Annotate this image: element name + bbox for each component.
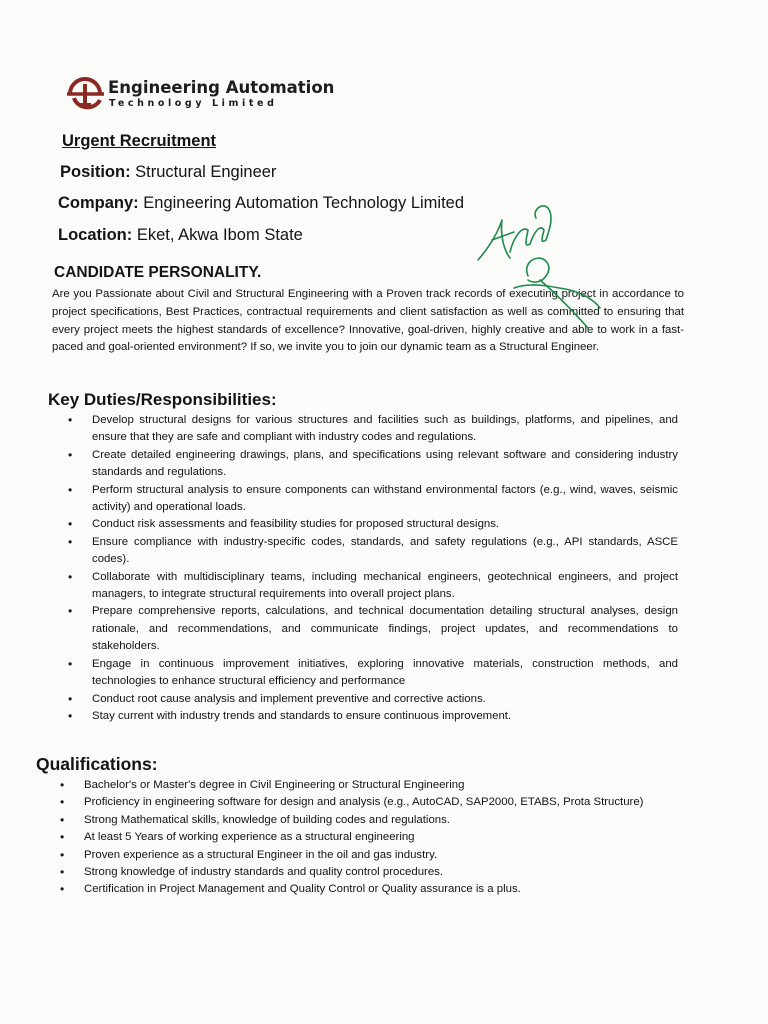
company-logo [64,72,364,116]
logo-name: Engineering Automation [108,78,335,97]
duties-list [92,412,678,725]
list-item: • Proven experience as a structural Engineer in the oil and gas industry. [84,847,680,864]
position-value: Structural Engineer [135,163,277,181]
duties-heading: Key Duties/Responsibilities: [48,390,277,409]
list-item: • Conduct root cause analysis and implement preventive and corrective actions. [92,691,678,708]
list-item: • Strong knowledge of industry standards and quality control procedures. [84,864,680,881]
list-item: • Develop structural designs for various structures and facilities such as buildings, platforms, and pipelines, and ensure that they are safe and compliant with industry codes and regulations. [92,412,678,447]
list-item: • Prepare comprehensive reports, calculations, and technical documentation detailing structural analyses, design rationale, and recommendations, and communicate findings, project updates, and recommendations to stakeholders. [92,603,678,655]
location-label: Location: [58,226,133,244]
company-logo-icon [64,74,108,114]
qualifications-list [84,777,680,899]
list-item: • Bachelor's or Master's degree in Civil Engineering or Structural Engineering [84,777,680,794]
company-label: Company: [58,194,139,212]
location-value: Eket, Akwa Ibom State [136,226,303,244]
position-label: Position: [60,163,131,181]
qualifications-heading: Qualifications: [36,754,158,774]
list-item: • Proficiency in engineering software for design and analysis (e.g., AutoCAD, SAP2000, ETABS, Prota Structure) [84,794,680,811]
list-item: • Stay current with industry trends and standards to ensure continuous improvement. [92,708,678,725]
logo-subtitle: Technology Limited [109,98,278,109]
list-item: • Create detailed engineering drawings, plans, and specifications using relevant software and considering industry standards and regulations. [92,447,678,482]
list-item: • Conduct risk assessments and feasibility studies for proposed structural designs. [92,516,678,533]
position-line [60,163,276,182]
list-item: • Certification in Project Management and Quality Control or Quality assurance is a plus. [84,881,680,898]
list-item: • At least 5 Years of working experience as a structural engineering [84,829,680,846]
candidate-personality-heading: CANDIDATE PERSONALITY. [54,264,262,281]
list-item: • Engage in continuous improvement initiatives, exploring innovative materials, construction methods, and technologies to enhance structural efficiency and performance [92,656,678,691]
list-item: • Perform structural analysis to ensure components can withstand environmental factors (e.g., wind, waves, seismic activity) and operational loads. [92,482,678,517]
candidate-personality-text: Are you Passionate about Civil and Structural Engineering with a Proven track records of executing project in accordance to project specifications, Best Practices, contractual requirements and client satisfaction as well as committed to ensuring that every project meets the highest standards of excellence? Innovative, goal-driven, highly creative and able to work in a fast-paced and goal-oriented environment? If so, we invite you to join our dynamic team as a Structural Engineer. [52,288,684,354]
list-item: • Ensure compliance with industry-specific codes, standards, and safety regulations (e.g., API standards, ASCE codes). [92,534,678,569]
company-line [58,194,464,213]
company-value: Engineering Automation Technology Limited [143,194,465,212]
location-line [58,226,303,245]
urgent-recruitment-heading: Urgent Recruitment [62,132,217,150]
list-item: • Collaborate with multidisciplinary teams, including mechanical engineers, geotechnical engineers, and project managers, to integrate structural requirements into overall project plans. [92,569,678,604]
list-item: • Strong Mathematical skills, knowledge of building codes and regulations. [84,812,680,829]
